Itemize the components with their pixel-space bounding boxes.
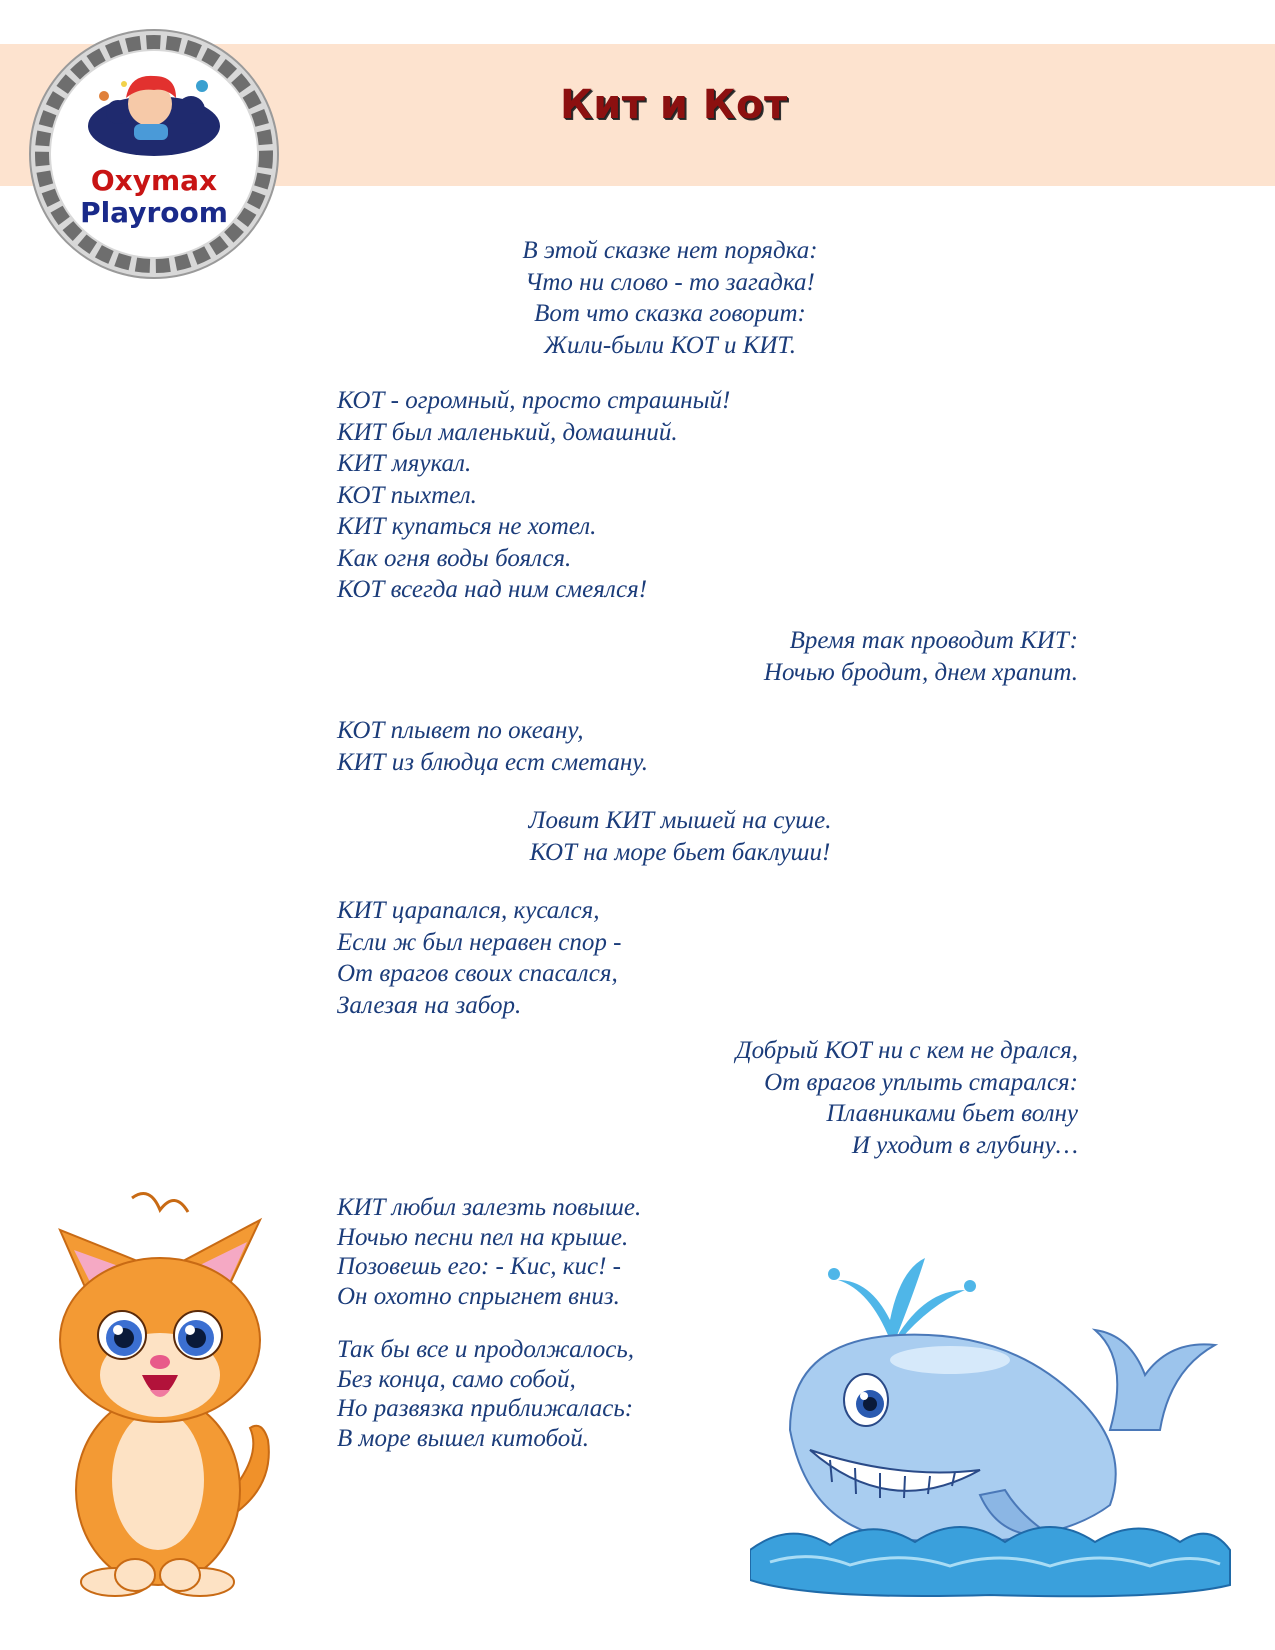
poem-line: Ловит КИТ мышей на суше. <box>528 807 832 834</box>
poem-line: КИТ любил залезть повыше. <box>337 1194 642 1221</box>
poem-line: КИТ мяукал. <box>337 450 472 477</box>
stanza-6 <box>337 895 621 1021</box>
poem-line: КИТ из блюдца ест сметану. <box>337 748 649 776</box>
poem-line: КОТ на море бьет баклуши! <box>529 838 831 866</box>
poem-line: В этой сказке нет порядка: <box>522 237 818 264</box>
poem-line: Если ж был неравен спор - <box>337 928 622 956</box>
poem-line: И уходит в глубину… <box>851 1131 1078 1159</box>
stanza-8 <box>337 1193 641 1311</box>
poem-line: Так бы все и продолжалось, <box>337 1336 635 1363</box>
poem-line: Без конца, само собой, <box>337 1365 576 1393</box>
poem-line: От врагов своих спасался, <box>337 960 618 987</box>
poem-line: Ночью песни пел на крыше. <box>337 1223 629 1251</box>
cat-illustration <box>40 1190 290 1600</box>
poem-line: Позовешь его: - Кис, кис! - <box>337 1253 621 1280</box>
poem-line: От врагов уплыть старался: <box>764 1068 1078 1096</box>
page-title: Кит и Кот <box>560 82 788 128</box>
logo-text-playroom: Playroom <box>80 196 228 229</box>
poem-line: В море вышел китобой. <box>337 1424 590 1452</box>
stanza-5 <box>470 805 890 868</box>
poem-line: КИТ был маленький, домашний. <box>337 418 678 446</box>
poem-line: Залезая на забор. <box>337 991 522 1019</box>
poem-line: КОТ плывет по океану, <box>337 717 584 744</box>
poem-line: Как огня воды боялся. <box>337 544 572 572</box>
stanza-1 <box>460 235 880 361</box>
poem-line: Но развязка приближалась: <box>337 1395 634 1422</box>
whale-illustration <box>750 1250 1250 1600</box>
stanza-2 <box>337 385 730 606</box>
poem-line: КОТ всегда над ним смеялся! <box>337 576 648 603</box>
poem-line: Ночью бродит, днем храпит. <box>763 658 1078 686</box>
poem-line: КИТ купаться не хотел. <box>337 513 597 540</box>
stanza-7 <box>560 1035 1078 1161</box>
poem-line: Время так проводит КИТ: <box>789 627 1078 654</box>
poem-line: КОТ пыхтел. <box>337 481 477 509</box>
poem-line: Вот что сказка говорит: <box>534 300 806 327</box>
stanza-9 <box>337 1335 634 1453</box>
stanza-3 <box>560 625 1078 688</box>
poem-line: КИТ царапался, кусался, <box>337 897 600 924</box>
logo <box>26 26 282 282</box>
stanza-4 <box>337 715 648 778</box>
logo-text-oxymax: Oxymax <box>90 164 218 197</box>
poem-line: Он охотно спрыгнет вниз. <box>337 1282 620 1310</box>
poem-line: Плавниками бьет волну <box>826 1100 1078 1127</box>
poem-line: Добрый КОТ ни с кем не дрался, <box>735 1037 1078 1064</box>
poem-line: Что ни слово - то загадка! <box>525 268 815 296</box>
poem-line: КОТ - огромный, просто страшный! <box>337 387 731 414</box>
poem-line: Жили-были КОТ и КИТ. <box>544 331 796 359</box>
